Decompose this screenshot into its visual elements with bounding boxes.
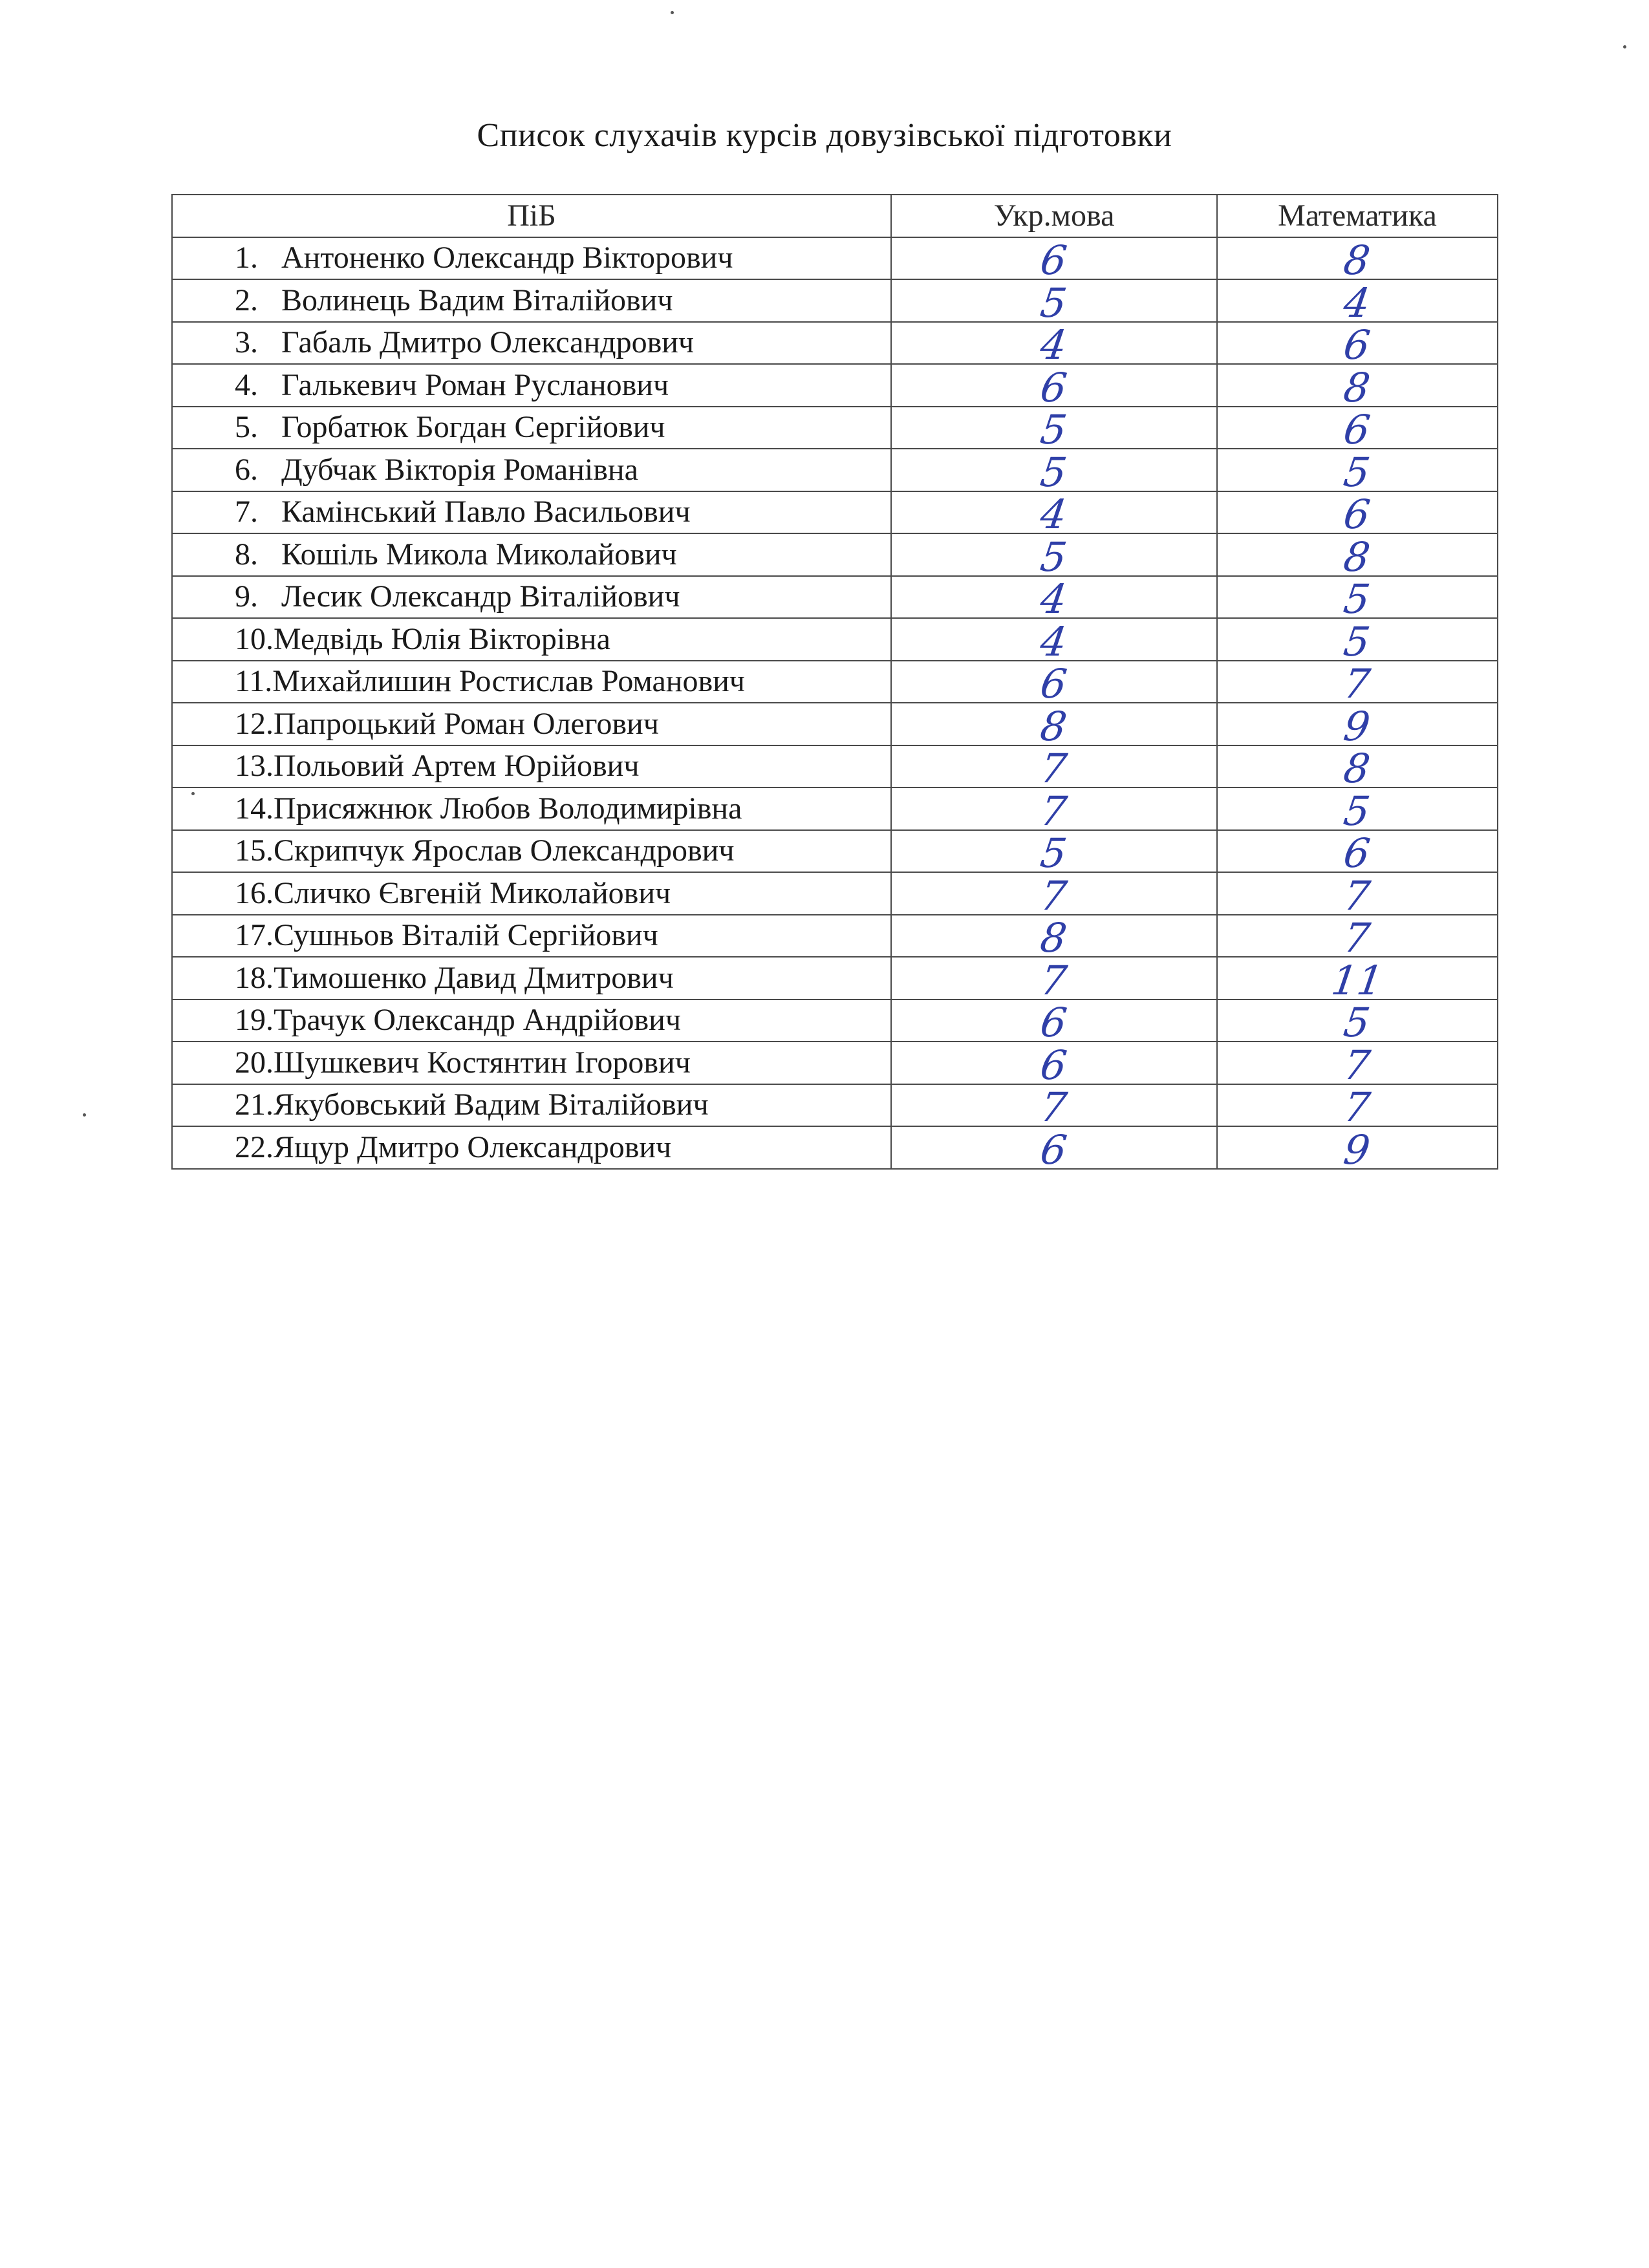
ukr-grade-cell (891, 1041, 1217, 1089)
math-grade: 5 (1341, 787, 1374, 835)
student-name-cell (172, 661, 891, 703)
math-grade: 8 (1341, 363, 1374, 411)
scan-speck (191, 792, 195, 795)
math-grade: 5 (1341, 617, 1374, 665)
row-number: 21. (235, 1087, 274, 1122)
math-grade-cell (1217, 1041, 1498, 1089)
student-name-cell (172, 407, 891, 449)
table-row (172, 957, 1498, 1000)
row-number: 14. (235, 791, 274, 826)
math-grade-cell (1217, 745, 1498, 793)
student-name: Кошіль Микола Миколайович (281, 537, 677, 572)
ukr-grade-cell (891, 660, 1217, 708)
math-grade-cell (1217, 956, 1498, 1004)
ukr-grade: 5 (1037, 406, 1070, 454)
student-name: Присяжнюк Любов Володимирівна (274, 791, 742, 826)
ukr-grade: 8 (1037, 702, 1070, 750)
student-name-cell (172, 745, 891, 788)
ukr-grade: 4 (1037, 321, 1070, 369)
math-grade: 7 (1341, 872, 1374, 919)
row-number: 7. (235, 495, 258, 530)
student-name: Сличко Євгеній Миколайович (274, 875, 671, 910)
row-number: 5. (235, 410, 258, 445)
row-number: 22. (235, 1129, 274, 1164)
math-grade-cell (1217, 999, 1498, 1047)
math-grade: 8 (1341, 745, 1374, 793)
ukr-grade-cell (891, 533, 1217, 581)
ukr-grade: 6 (1037, 1126, 1070, 1173)
math-grade-cell (1217, 237, 1498, 284)
math-grade: 9 (1341, 1126, 1374, 1173)
student-name-cell (172, 576, 891, 619)
row-number: 20. (235, 1045, 274, 1080)
student-name-cell (172, 449, 891, 491)
math-grade: 6 (1341, 829, 1374, 877)
math-grade-cell (1217, 914, 1498, 962)
student-name: Сушньов Віталій Сергійович (274, 918, 658, 953)
student-name: Шушкевич Костянтин Ігорович (274, 1045, 691, 1080)
row-number: 11. (235, 664, 273, 699)
student-name: Камінський Павло Васильович (281, 495, 691, 530)
table-header-row (172, 195, 1498, 237)
math-grade: 11 (1328, 956, 1386, 1004)
document-title: Список слухачів курсів довузівської підготовки (477, 117, 1172, 154)
math-grade: 5 (1341, 999, 1374, 1047)
row-number: 17. (235, 918, 274, 953)
table-row (172, 322, 1498, 365)
student-name-cell (172, 787, 891, 830)
row-number: 1. (235, 241, 258, 275)
table-row (172, 618, 1498, 661)
student-name: Галькевич Роман Русланович (281, 367, 669, 402)
table-row (172, 703, 1498, 745)
math-grade-cell (1217, 448, 1498, 496)
math-grade: 7 (1341, 1041, 1374, 1089)
table-row (172, 1042, 1498, 1084)
table-row (172, 830, 1498, 873)
ukr-grade-cell (891, 491, 1217, 539)
math-grade: 5 (1341, 448, 1374, 496)
ukr-grade: 7 (1037, 745, 1070, 793)
row-number: 9. (235, 579, 258, 614)
ukr-grade: 7 (1037, 1084, 1070, 1131)
row-number: 19. (235, 1003, 274, 1038)
row-number: 12. (235, 706, 274, 741)
student-name-cell (172, 237, 891, 280)
ukr-grade-cell (891, 575, 1217, 623)
student-name: Якубовський Вадим Віталійович (274, 1087, 709, 1122)
math-grade-cell (1217, 321, 1498, 369)
table-row (172, 449, 1498, 491)
table-row (172, 1000, 1498, 1042)
table-row (172, 661, 1498, 703)
table-row (172, 787, 1498, 830)
student-name: Волинець Вадим Віталійович (281, 283, 673, 317)
math-grade-cell (1217, 829, 1498, 877)
student-name-cell (172, 1126, 891, 1169)
math-grade-cell (1217, 1084, 1498, 1131)
math-grade: 7 (1341, 1084, 1374, 1131)
math-grade-cell (1217, 617, 1498, 665)
student-name: Антоненко Олександр Вікторович (281, 241, 733, 275)
student-name-cell (172, 1000, 891, 1042)
ukr-grade: 6 (1037, 1041, 1070, 1089)
table-row (172, 576, 1498, 619)
student-roster-table (171, 194, 1498, 1173)
math-grade: 4 (1341, 279, 1374, 326)
math-grade-cell (1217, 575, 1498, 623)
math-grade: 6 (1341, 491, 1374, 539)
table-row (172, 915, 1498, 957)
student-name: Трачук Олександр Андрійович (274, 1003, 681, 1038)
ukr-grade-cell (891, 956, 1217, 1004)
math-grade-cell (1217, 491, 1498, 539)
header-math: Математика (1217, 195, 1498, 237)
table-row (172, 279, 1498, 322)
ukr-grade-cell (891, 745, 1217, 793)
math-grade-cell (1217, 363, 1498, 411)
student-name-cell (172, 1042, 891, 1084)
math-grade: 6 (1341, 321, 1374, 369)
table-row (172, 491, 1498, 534)
row-number: 4. (235, 367, 258, 402)
math-grade-cell (1217, 533, 1498, 581)
math-grade: 9 (1341, 702, 1374, 750)
table-body (172, 237, 1498, 1173)
ukr-grade: 7 (1037, 956, 1070, 1004)
ukr-grade: 6 (1037, 999, 1070, 1047)
math-grade-cell (1217, 279, 1498, 326)
student-name-cell (172, 872, 891, 915)
scan-speck (83, 1113, 86, 1117)
table-row (172, 364, 1498, 407)
math-grade-cell (1217, 702, 1498, 750)
row-number: 13. (235, 749, 274, 784)
ukr-grade: 6 (1037, 363, 1070, 411)
student-name-cell (172, 322, 891, 365)
student-name-cell (172, 279, 891, 322)
ukr-grade: 5 (1037, 279, 1070, 326)
math-grade-cell (1217, 872, 1498, 919)
table-row (172, 1084, 1498, 1127)
ukr-grade-cell (891, 363, 1217, 411)
table-row (172, 533, 1498, 576)
student-name-cell (172, 1084, 891, 1127)
table-row (172, 872, 1498, 915)
ukr-grade-cell (891, 829, 1217, 877)
math-grade: 7 (1341, 660, 1374, 708)
math-grade-cell (1217, 660, 1498, 708)
ukr-grade: 5 (1037, 829, 1070, 877)
ukr-grade-cell (891, 279, 1217, 326)
ukr-grade: 4 (1037, 575, 1070, 623)
ukr-grade: 4 (1037, 491, 1070, 539)
scan-speck (1623, 45, 1626, 48)
ukr-grade-cell (891, 617, 1217, 665)
student-name-cell (172, 915, 891, 957)
student-name: Ящур Дмитро Олександрович (274, 1129, 672, 1164)
student-name: Дубчак Вікторія Романівна (281, 452, 638, 487)
math-grade-cell (1217, 406, 1498, 454)
ukr-grade: 7 (1037, 787, 1070, 835)
math-grade: 6 (1341, 406, 1374, 454)
student-name-cell (172, 533, 891, 576)
ukr-grade-cell (891, 872, 1217, 919)
header-ukr: Укр.мова (891, 195, 1217, 237)
row-number: 18. (235, 960, 274, 995)
ukr-grade-cell (891, 999, 1217, 1047)
table-row (172, 1126, 1498, 1169)
row-number: 6. (235, 452, 258, 487)
ukr-grade-cell (891, 787, 1217, 835)
math-grade: 5 (1341, 575, 1374, 623)
math-grade-cell (1217, 1126, 1498, 1173)
table-row (172, 745, 1498, 788)
row-number: 15. (235, 833, 274, 868)
student-name: Медвідь Юлія Вікторівна (274, 621, 610, 656)
student-name: Польовий Артем Юрійович (274, 749, 640, 784)
student-name: Горбатюк Богдан Сергійович (281, 410, 665, 445)
student-name-cell (172, 830, 891, 873)
row-number: 10. (235, 621, 274, 656)
math-grade: 8 (1341, 533, 1374, 581)
table-row (172, 237, 1498, 280)
ukr-grade: 7 (1037, 872, 1070, 919)
scan-speck (671, 11, 674, 14)
student-name-cell (172, 957, 891, 1000)
student-name: Михайлишин Ростислав Романович (272, 664, 745, 699)
math-grade: 7 (1341, 914, 1374, 962)
math-grade-cell (1217, 787, 1498, 835)
student-name-cell (172, 491, 891, 534)
table-row (172, 407, 1498, 449)
ukr-grade: 8 (1037, 914, 1070, 962)
ukr-grade-cell (891, 448, 1217, 496)
ukr-grade-cell (891, 914, 1217, 962)
row-number: 3. (235, 325, 258, 360)
student-name-cell (172, 364, 891, 407)
ukr-grade-cell (891, 702, 1217, 750)
student-name: Тимошенко Давид Дмитрович (274, 960, 674, 995)
ukr-grade-cell (891, 1084, 1217, 1131)
ukr-grade: 6 (1037, 237, 1070, 284)
ukr-grade: 5 (1037, 448, 1070, 496)
ukr-grade: 5 (1037, 533, 1070, 581)
row-number: 2. (235, 283, 258, 317)
math-grade: 8 (1341, 237, 1374, 284)
student-name: Скрипчук Ярослав Олександрович (274, 833, 735, 868)
student-name: Папроцький Роман Олегович (274, 706, 659, 741)
ukr-grade: 4 (1037, 617, 1070, 665)
student-name-cell (172, 703, 891, 745)
ukr-grade: 6 (1037, 660, 1070, 708)
row-number: 8. (235, 537, 258, 572)
row-number: 16. (235, 875, 274, 910)
ukr-grade-cell (891, 237, 1217, 284)
student-name: Габаль Дмитро Олександрович (281, 325, 695, 360)
ukr-grade-cell (891, 406, 1217, 454)
header-name: ПіБ (172, 195, 891, 237)
student-name: Лесик Олександр Віталійович (281, 579, 680, 614)
ukr-grade-cell (891, 1126, 1217, 1173)
ukr-grade-cell (891, 321, 1217, 369)
student-name-cell (172, 618, 891, 661)
